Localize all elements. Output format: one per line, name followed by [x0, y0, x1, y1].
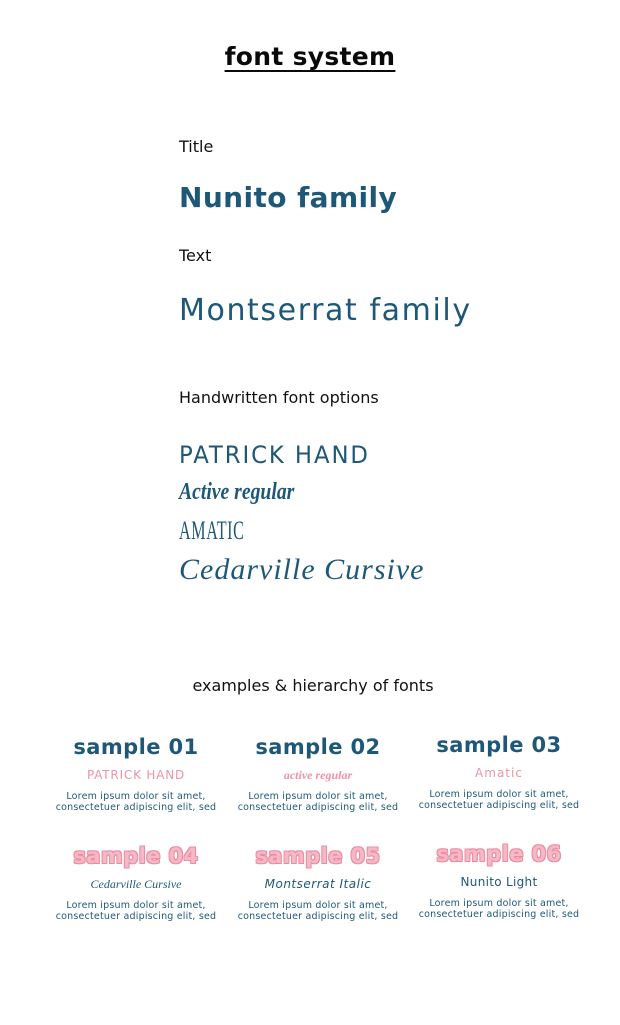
- sample-card: [406, 841, 592, 920]
- sample-body: Lorem ipsum dolor sit amet, consectetuer adipiscing elit, sed: [418, 898, 580, 920]
- sample-body: Lorem ipsum dolor sit amet, consectetuer adipiscing elit, sed: [55, 900, 217, 922]
- examples-heading: examples & hierarchy of fonts: [192, 676, 434, 695]
- sample-card: [43, 843, 229, 922]
- sample-title: sample 04: [73, 844, 199, 868]
- sample-card: [225, 734, 411, 813]
- handwritten-option: AMATIC: [179, 516, 245, 545]
- handwritten-label: Handwritten font options: [179, 388, 379, 407]
- sample-card: [225, 843, 411, 922]
- sample-title: sample 05: [255, 844, 381, 868]
- sample-font-name: Montserrat Italic: [264, 877, 372, 891]
- sample-font-name: Cedarville Cursive: [90, 877, 182, 891]
- page-title: font system: [224, 42, 396, 71]
- sample-title: sample 06: [436, 842, 562, 866]
- sample-title: sample 02: [255, 735, 381, 759]
- handwritten-option: PATRICK HAND: [179, 441, 370, 469]
- sample-body: Lorem ipsum dolor sit amet, consectetuer adipiscing elit, sed: [237, 791, 399, 813]
- title-font-name: Nunito family: [179, 181, 398, 214]
- sample-card: [43, 734, 229, 813]
- sample-title: sample 03: [436, 733, 562, 757]
- handwritten-option: Active regular: [179, 479, 295, 505]
- sample-font-name: PATRICK HAND: [86, 768, 186, 782]
- sample-font-name: active regular: [283, 768, 353, 782]
- title-label: Title: [179, 137, 214, 156]
- sample-title: sample 01: [73, 735, 199, 759]
- handwritten-option: Cedarville Cursive: [179, 553, 425, 586]
- sample-font-name: Amatic: [475, 766, 523, 780]
- text-label: Text: [179, 246, 212, 265]
- sample-body: Lorem ipsum dolor sit amet, consectetuer adipiscing elit, sed: [418, 789, 580, 811]
- sample-font-name: Nunito Light: [460, 875, 538, 889]
- text-font-name: Montserrat family: [179, 293, 472, 328]
- sample-body: Lorem ipsum dolor sit amet, consectetuer adipiscing elit, sed: [55, 791, 217, 813]
- sample-body: Lorem ipsum dolor sit amet, consectetuer adipiscing elit, sed: [237, 900, 399, 922]
- sample-card: [406, 732, 592, 811]
